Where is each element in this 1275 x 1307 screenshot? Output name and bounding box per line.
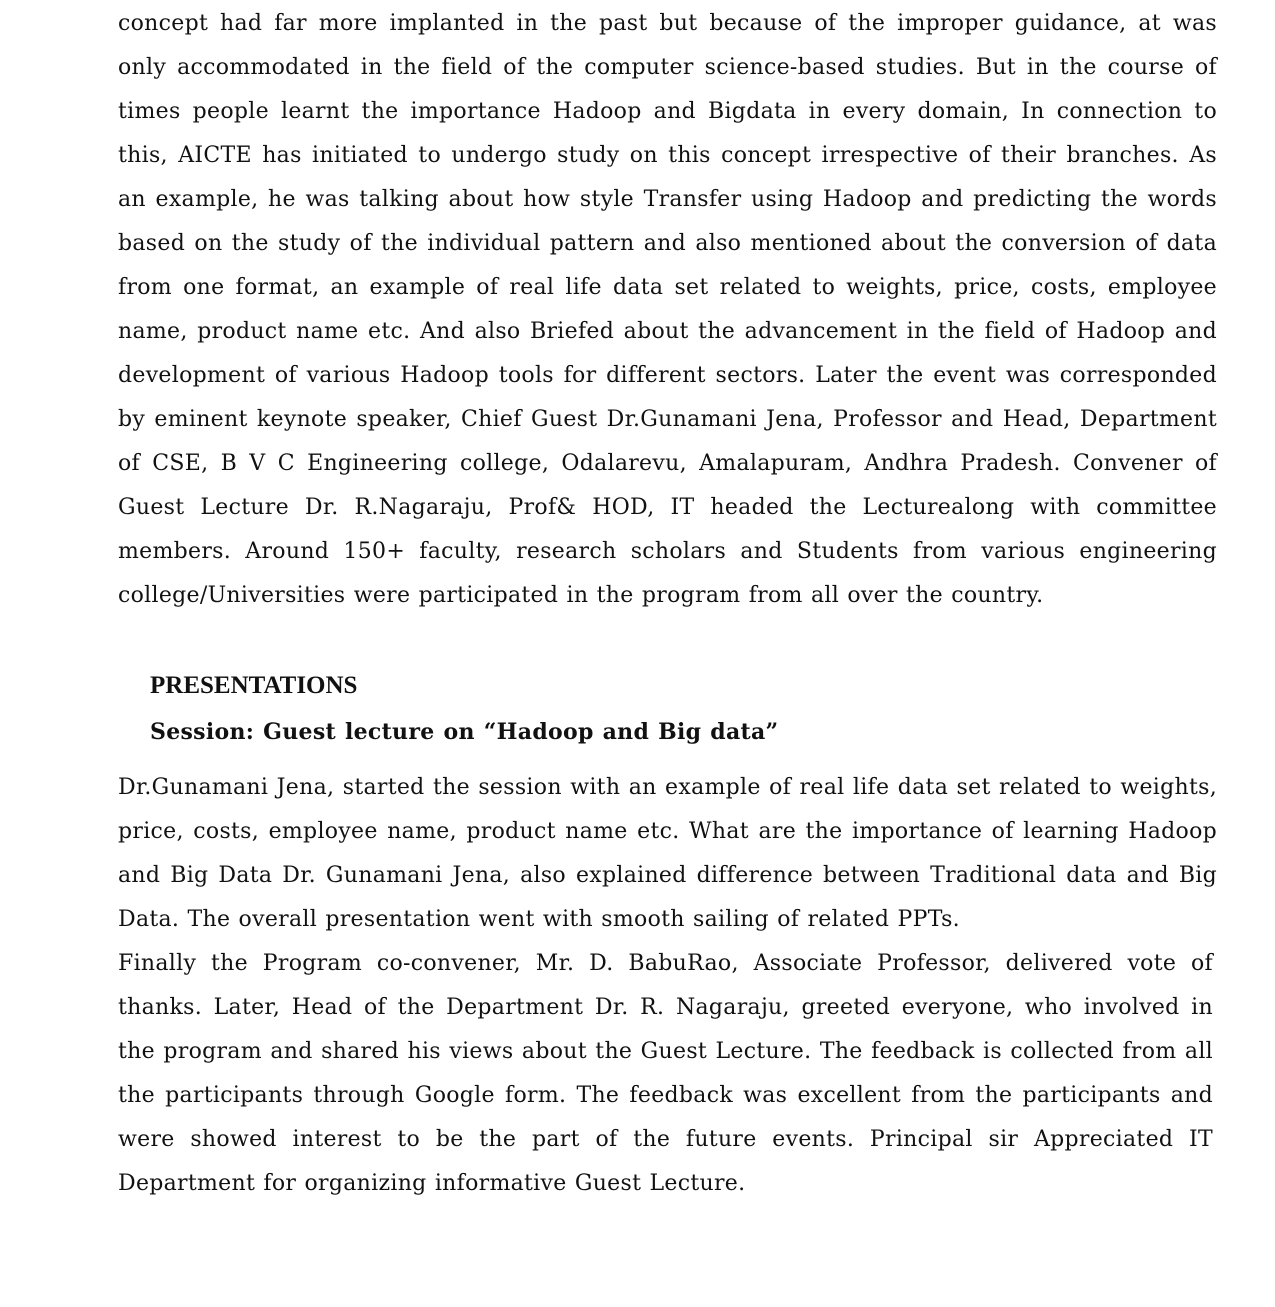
session-heading: Session: Guest lecture on “Hadoop and Big data” bbox=[150, 719, 779, 745]
intro-paragraph: concept had far more implanted in the past but because of the improper guidance, at was only accommodated in the field of the computer science-based studies. But in the course of times people learnt the importance Hadoop and Bigdata in every domain, In connection to this, AICTE has initiated to undergo study on this concept irrespective of their branches. As an example, he was talking about how style Transfer using Hadoop and predicting the words based on the study of the individual pattern and also mentioned about the conversion of data from one format, an example of real life data set related to weights, price, costs, employee name, product name etc. And also Briefed about the advancement in the field of Hadoop and development of various Hadoop tools for different sectors. Later the event was corresponded by eminent keynote speaker, Chief Guest Dr.Gunamani Jena, Professor and Head, Department of CSE, B V C Engineering college, Odalarevu, Amalapuram, Andhra Pradesh. Convener of Guest Lecture Dr. R.Nagaraju, Prof& HOD, IT headed the Lecturealong with committee members. Around 150+ faculty, research scholars and Students from various engineering college/Universities were participated in the program from all over the country. bbox=[118, 11, 1217, 608]
section-heading: PRESENTATIONS bbox=[150, 672, 358, 699]
closing-paragraph: Finally the Program co-convener, Mr. D. BabuRao, Associate Professor, delivered vote of thanks. Later, Head of the Department Dr. R. Nagaraju, greeted everyone, who involved in the program and shared his views about the Guest Lecture. The feedback is collected from all the participants through Google form. The feedback was excellent from the participants and were showed interest to be the part of the future events. Principal sir Appreciated IT Department for organizing informative Guest Lecture. bbox=[118, 951, 1213, 1196]
document-page bbox=[118, 0, 1217, 1206]
session-paragraph: Dr.Gunamani Jena, started the session with an example of real life data set related to weights, price, costs, employee name, product name etc. What are the importance of learning Hadoop and Big Data Dr. Gunamani Jena, also explained difference between Traditional data and Big Data. The overall presentation went with smooth sailing of related PPTs. bbox=[118, 775, 1217, 932]
